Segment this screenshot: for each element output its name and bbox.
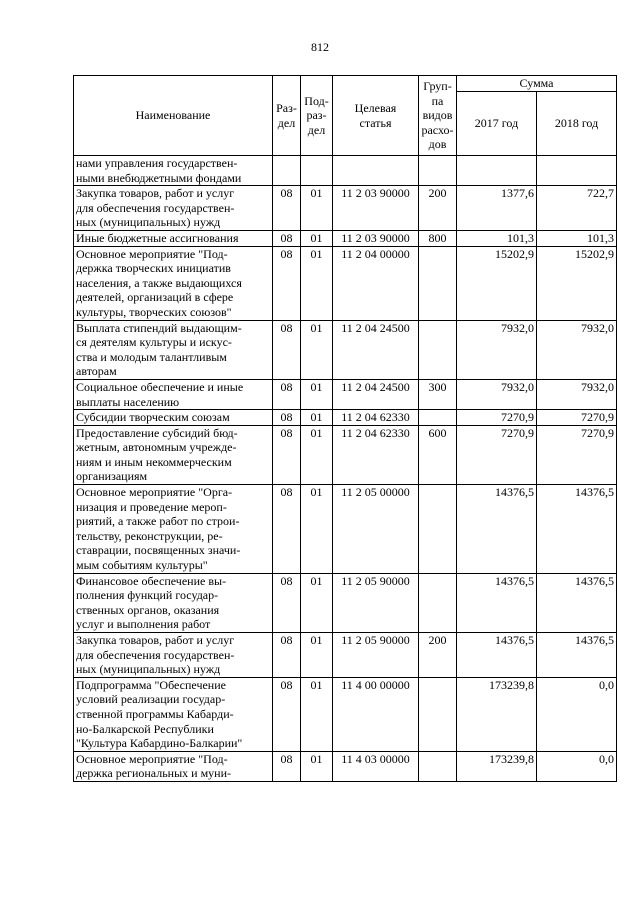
cell-subsection [301, 156, 333, 186]
table-row [74, 246, 617, 320]
cell-sum-2017: 1377,6 [457, 186, 537, 231]
cell-sum-2018: 0,0 [537, 751, 617, 781]
table-body [74, 156, 617, 782]
cell-section: 08 [273, 379, 301, 409]
cell-sum-2018: 7932,0 [537, 320, 617, 379]
cell-section: 08 [273, 230, 301, 246]
cell-section: 08 [273, 320, 301, 379]
cell-target: 11 2 03 90000 [333, 230, 419, 246]
table-row [74, 156, 617, 186]
cell-sum-2017: 7932,0 [457, 320, 537, 379]
cell-section: 08 [273, 633, 301, 678]
header-sum: Сумма [457, 76, 617, 92]
cell-sum-2018: 7270,9 [537, 410, 617, 426]
table-row [74, 677, 617, 751]
cell-group [419, 320, 457, 379]
table-row [74, 379, 617, 409]
cell-section: 08 [273, 186, 301, 231]
cell-sum-2018: 722,7 [537, 186, 617, 231]
cell-target: 11 2 03 90000 [333, 186, 419, 231]
cell-section: 08 [273, 410, 301, 426]
table-row [74, 485, 617, 574]
cell-name: Основное мероприятие "Орга- низация и проведение мероп- риятий, а также работ по строи- тельству, реконструкции, ре- ставрации, посвященных значи- мым событиям культуры" [74, 485, 273, 574]
table-row [74, 425, 617, 484]
cell-subsection: 01 [301, 379, 333, 409]
header-group: Груп- па видов расхо- дов [419, 76, 457, 156]
cell-name: Закупка товаров, работ и услуг для обеспечения государствен- ных (муниципальных) нужд [74, 186, 273, 231]
cell-subsection: 01 [301, 425, 333, 484]
cell-target [333, 156, 419, 186]
cell-group: 300 [419, 379, 457, 409]
table-row [74, 573, 617, 632]
cell-sum-2017: 7270,9 [457, 410, 537, 426]
header-section: Раз- дел [273, 76, 301, 156]
cell-target: 11 2 04 62330 [333, 410, 419, 426]
cell-target: 11 2 05 90000 [333, 573, 419, 632]
cell-target: 11 4 03 00000 [333, 751, 419, 781]
cell-name: Социальное обеспечение и иные выплаты населению [74, 379, 273, 409]
cell-subsection: 01 [301, 573, 333, 632]
cell-subsection: 01 [301, 410, 333, 426]
cell-sum-2018: 101,3 [537, 230, 617, 246]
cell-name: Финансовое обеспечение вы- полнения функций государ- ственных органов, оказания услуг и выполнения работ [74, 573, 273, 632]
cell-name: Субсидии творческим союзам [74, 410, 273, 426]
cell-subsection: 01 [301, 230, 333, 246]
cell-name: Подпрограмма "Обеспечение условий реализации государ- ственной программы Кабарди- но-Балкарской Республики "Культура Кабардино-Балкарии" [74, 677, 273, 751]
cell-section: 08 [273, 485, 301, 574]
cell-group [419, 485, 457, 574]
header-target: Целевая статья [333, 76, 419, 156]
cell-group [419, 677, 457, 751]
cell-sum-2017: 7270,9 [457, 425, 537, 484]
cell-sum-2018: 14376,5 [537, 573, 617, 632]
cell-name: Закупка товаров, работ и услуг для обеспечения государствен- ных (муниципальных) нужд [74, 633, 273, 678]
cell-section [273, 156, 301, 186]
cell-target: 11 4 00 00000 [333, 677, 419, 751]
cell-sum-2017: 15202,9 [457, 246, 537, 320]
cell-subsection: 01 [301, 246, 333, 320]
cell-group [419, 246, 457, 320]
header-year-2017: 2017 год [457, 92, 537, 156]
cell-group [419, 156, 457, 186]
table-row [74, 410, 617, 426]
cell-sum-2017: 173239,8 [457, 751, 537, 781]
header-subsection: Под- раз- дел [301, 76, 333, 156]
cell-section: 08 [273, 246, 301, 320]
cell-sum-2018 [537, 156, 617, 186]
page-number: 812 [311, 40, 329, 54]
table-row [74, 633, 617, 678]
cell-name: Выплата стипендий выдающим- ся деятелям культуры и искус- ства и молодым талантливым авторам [74, 320, 273, 379]
cell-name: нами управления государствен- ными внебюджетными фондами [74, 156, 273, 186]
cell-sum-2017: 14376,5 [457, 485, 537, 574]
cell-subsection: 01 [301, 485, 333, 574]
cell-target: 11 2 04 24500 [333, 320, 419, 379]
table-row [74, 320, 617, 379]
cell-group: 800 [419, 230, 457, 246]
cell-target: 11 2 05 90000 [333, 633, 419, 678]
header-year-2018: 2018 год [537, 92, 617, 156]
cell-sum-2018: 7932,0 [537, 379, 617, 409]
cell-sum-2017: 101,3 [457, 230, 537, 246]
cell-sum-2018: 14376,5 [537, 633, 617, 678]
cell-group: 600 [419, 425, 457, 484]
cell-subsection: 01 [301, 751, 333, 781]
cell-section: 08 [273, 573, 301, 632]
cell-sum-2018: 15202,9 [537, 246, 617, 320]
cell-sum-2017 [457, 156, 537, 186]
cell-subsection: 01 [301, 633, 333, 678]
cell-sum-2017: 14376,5 [457, 633, 537, 678]
cell-sum-2017: 173239,8 [457, 677, 537, 751]
cell-subsection: 01 [301, 186, 333, 231]
cell-sum-2017: 14376,5 [457, 573, 537, 632]
budget-table [73, 75, 617, 782]
header-name: Наименование [74, 76, 273, 156]
cell-sum-2018: 14376,5 [537, 485, 617, 574]
cell-group [419, 410, 457, 426]
cell-name: Основное мероприятие "Под- держка региональных и муни- [74, 751, 273, 781]
cell-target: 11 2 04 00000 [333, 246, 419, 320]
cell-sum-2017: 7932,0 [457, 379, 537, 409]
table-header [74, 76, 617, 156]
table-row [74, 186, 617, 231]
cell-name: Основное мероприятие "Под- держка творческих инициатив населения, а также выдающихся деятелей, организаций в сфере культуры, творческих союзов" [74, 246, 273, 320]
cell-subsection: 01 [301, 320, 333, 379]
cell-group [419, 573, 457, 632]
cell-target: 11 2 04 24500 [333, 379, 419, 409]
table-row [74, 751, 617, 781]
cell-section: 08 [273, 751, 301, 781]
cell-group: 200 [419, 186, 457, 231]
cell-group: 200 [419, 633, 457, 678]
cell-sum-2018: 0,0 [537, 677, 617, 751]
cell-group [419, 751, 457, 781]
cell-name: Иные бюджетные ассигнования [74, 230, 273, 246]
table-row [74, 230, 617, 246]
cell-target: 11 2 04 62330 [333, 425, 419, 484]
cell-target: 11 2 05 00000 [333, 485, 419, 574]
cell-subsection: 01 [301, 677, 333, 751]
cell-name: Предоставление субсидий бюд- жетным, автономным учрежде- ниям и иным некоммерческим организациям [74, 425, 273, 484]
cell-section: 08 [273, 425, 301, 484]
cell-section: 08 [273, 677, 301, 751]
cell-sum-2018: 7270,9 [537, 425, 617, 484]
